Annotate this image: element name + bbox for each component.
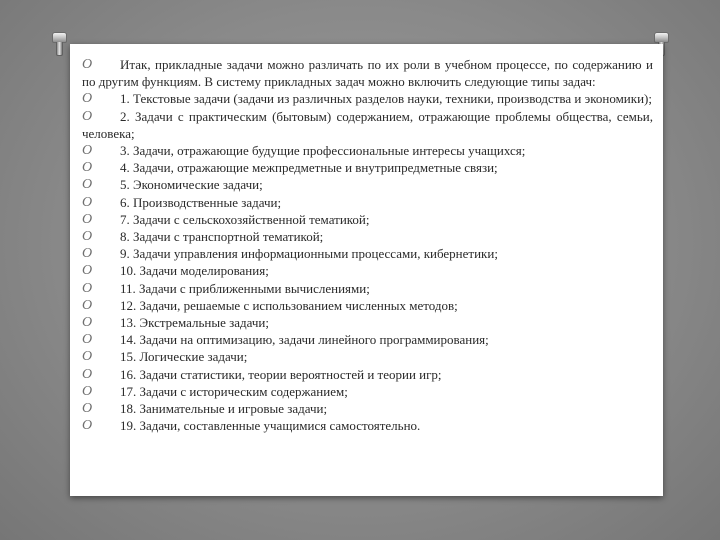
bullet-icon: O	[82, 108, 93, 124]
list-item-text: 11. Задачи с приближенными вычислениями;	[120, 280, 370, 296]
bullet-icon: O	[82, 280, 93, 296]
bullet-icon: O	[82, 418, 93, 434]
list-item-text: 4. Задачи, отражающие межпредметные и внутрипредметные связи;	[120, 160, 498, 176]
list-item	[82, 108, 653, 142]
list-item	[82, 400, 653, 417]
list-item	[82, 176, 653, 193]
list-item	[82, 159, 653, 176]
list-item-text: 12. Задачи, решаемые с использованием численных методов;	[120, 297, 458, 313]
bullet-list	[82, 56, 653, 434]
list-item-text: 8. Задачи с транспортной тематикой;	[120, 229, 324, 245]
list-item-text: Итак, прикладные задачи можно различать по их роли в учебном процессе, по содержанию и по другим функциям. В систему прикладных задач можно включить следующие типы задач:	[82, 57, 653, 90]
bullet-icon: O	[82, 57, 93, 72]
list-item-text: 1. Текстовые задачи (задачи из различных разделов науки, техники, производства и экономики);	[120, 91, 652, 107]
list-item	[82, 297, 653, 314]
list-item-text: 10. Задачи моделирования;	[120, 263, 269, 279]
list-item-text: 2. Задачи с практическим (бытовым) содержанием, отражающие проблемы общества, семьи, человека;	[82, 108, 653, 141]
list-item	[82, 56, 653, 90]
list-item-text: 17. Задачи с историческим содержанием;	[120, 383, 348, 399]
bullet-icon: O	[82, 401, 93, 417]
list-item	[82, 383, 653, 400]
list-item-text: 14. Задачи на оптимизацию, задачи линейного программирования;	[120, 332, 489, 348]
list-item-text: 5. Экономические задачи;	[120, 177, 263, 193]
bullet-icon: O	[82, 211, 93, 227]
bullet-icon: O	[82, 383, 93, 399]
list-item-text: 3. Задачи, отражающие будущие профессиональные интересы учащихся;	[120, 143, 526, 159]
bullet-icon: O	[82, 229, 93, 245]
list-item	[82, 90, 653, 107]
list-item-text: 15. Логические задачи;	[120, 349, 248, 365]
bullet-icon: O	[82, 315, 93, 331]
list-item-text: 18. Занимательные и игровые задачи;	[120, 401, 328, 417]
pushpin-left-icon	[52, 32, 67, 56]
bullet-icon: O	[82, 194, 93, 210]
list-item-text: 9. Задачи управления информационными процессами, кибернетики;	[120, 246, 498, 262]
list-item-text: 19. Задачи, составленные учащимися самостоятельно.	[120, 418, 421, 434]
list-item	[82, 262, 653, 279]
list-item	[82, 331, 653, 348]
list-item	[82, 366, 653, 383]
list-item-text: 7. Задачи с сельскохозяйственной тематикой;	[120, 211, 370, 227]
bullet-icon: O	[82, 160, 93, 176]
bullet-icon: O	[82, 263, 93, 279]
list-item	[82, 211, 653, 228]
list-item	[82, 314, 653, 331]
list-item-text: 13. Экстремальные задачи;	[120, 315, 269, 331]
list-item	[82, 280, 653, 297]
bullet-icon: O	[82, 246, 93, 262]
bullet-icon: O	[82, 349, 93, 365]
bullet-icon: O	[82, 297, 93, 313]
list-item	[82, 417, 653, 434]
bullet-icon: O	[82, 143, 93, 159]
list-item	[82, 228, 653, 245]
list-item	[82, 194, 653, 211]
bullet-icon: O	[82, 177, 93, 193]
list-item	[82, 348, 653, 365]
list-item	[82, 245, 653, 262]
slide-paper	[70, 44, 663, 496]
list-item-text: 6. Производственные задачи;	[120, 194, 282, 210]
bullet-icon: O	[82, 91, 93, 107]
bullet-icon: O	[82, 332, 93, 348]
list-item	[82, 142, 653, 159]
pushpin-stem	[56, 42, 63, 56]
list-item-text: 16. Задачи статистики, теории вероятностей и теории игр;	[120, 366, 442, 382]
bullet-icon: O	[82, 366, 93, 382]
